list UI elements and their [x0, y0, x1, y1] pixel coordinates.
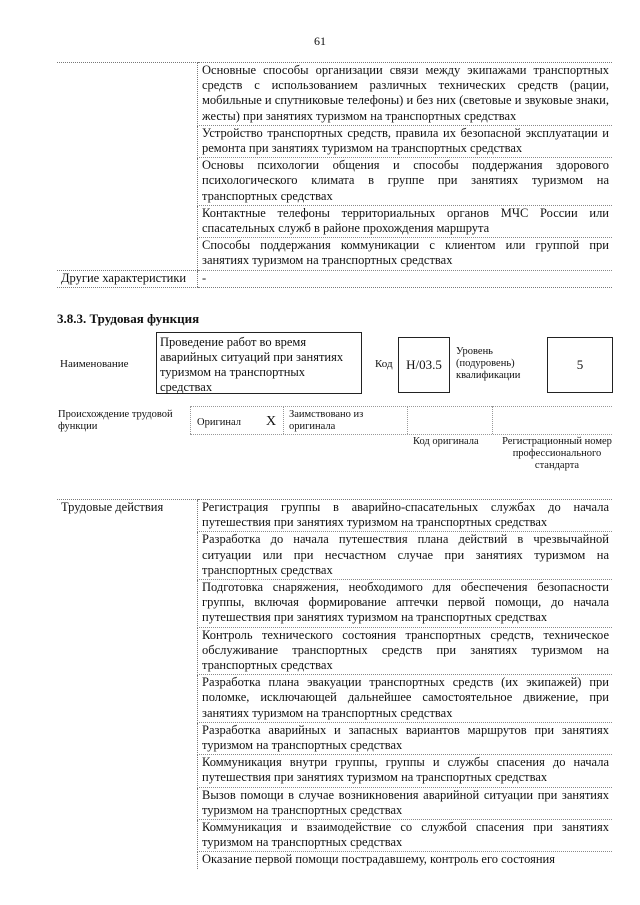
- labor-action-item: Коммуникация внутри группы, группы и службы спасения до начала путешествия при занятиях туризмом на транспортных средствах: [198, 755, 613, 787]
- code-box: H/03.5: [398, 337, 450, 393]
- labor-action-item: Регистрация группы в аварийно-спасательных службах до начала путешествия при занятиях туризмом на транспортных средствах: [198, 500, 613, 532]
- knowledge-table: [57, 62, 612, 288]
- code-label: Код: [375, 358, 393, 370]
- labor-action-item: Подготовка снаряжения, необходимого для обеспечения безопасности группы, включая формирование аптечки первой помощи, до начала путешествия при занятиях туризмом на транспортных средствах: [198, 580, 613, 628]
- origin-label: Происхождение трудовой функции: [58, 409, 173, 432]
- labor-actions-table: [57, 499, 612, 869]
- knowledge-item: Основы психологии общения и способы поддержания здорового психологического климата в группе при занятиях туризмом на транспортных средствах: [198, 158, 613, 206]
- section-title: 3.8.3. Трудовая функция: [57, 311, 200, 326]
- knowledge-item: Устройство транспортных средств, правила их безопасной эксплуатации и ремонта при занятиях туризмом на транспортных средствах: [198, 125, 613, 157]
- original-label: Оригинал: [197, 417, 241, 428]
- borrowed-label: Заимствовано из оригинала: [289, 409, 364, 432]
- knowledge-item: Основные способы организации связи между экипажами транспортных средств с использованием различных технических средств (рации, мобильные и спутниковые телефоны) и без них (световые и звуковые знаки, жесты) при занятиях туризмом на транспортных средствах: [198, 63, 613, 126]
- knowledge-label-cell: [57, 63, 198, 126]
- labor-action-item: Коммуникация и взаимодействие со службой спасения при занятиях туризмом на транспортных средствах: [198, 820, 613, 852]
- level-label: Уровень (подуровень) квалификации: [456, 346, 521, 381]
- labor-action-item: Разработка до начала путешествия плана действий в чрезвычайной ситуации или при несчастном случае при занятиях туризмом на транспортных средствах: [198, 532, 613, 580]
- code-original-caption: Код оригинала: [413, 436, 479, 447]
- page-number: 61: [314, 34, 326, 48]
- level-box: 5: [547, 337, 613, 393]
- labor-actions-label: Трудовые действия: [57, 500, 198, 869]
- labor-action-item: Разработка плана эвакуации транспортных средств (их экипажей) при поломке, исключающей дальнейшее самостоятельное движение, при занятиях туризмом на транспортных средствах: [198, 675, 613, 723]
- function-name-box: Проведение работ во время аварийных ситуаций при занятиях туризмом на транспортных средствах: [156, 332, 362, 394]
- labor-action-item: Оказание первой помощи пострадавшему, контроль его состояния: [198, 852, 613, 869]
- original-mark: X: [266, 414, 277, 429]
- knowledge-item: Способы поддержания коммуникации с клиентом или группой при занятиях туризмом на транспортных средствах: [198, 238, 613, 270]
- registration-caption: Регистрационный номер профессионального стандарта: [502, 436, 612, 471]
- labor-action-item: Вызов помощи в случае возникновения аварийной ситуации при занятиях туризмом на транспортных средствах: [198, 787, 613, 819]
- labor-action-item: Контроль технического состояния транспортных средств, техническое обслуживание транспортных средств при занятиях туризмом на транспортных средствах: [198, 627, 613, 675]
- knowledge-item: Контактные телефоны территориальных органов МЧС России или спасательных служб в районе прохождения маршрута: [198, 205, 613, 237]
- name-label: Наименование: [60, 358, 129, 370]
- other-characteristics-label: Другие характеристики: [57, 270, 198, 287]
- other-characteristics-value: -: [198, 270, 613, 287]
- labor-action-item: Разработка аварийных и запасных вариантов маршрутов при занятиях туризмом на транспортных средствах: [198, 722, 613, 754]
